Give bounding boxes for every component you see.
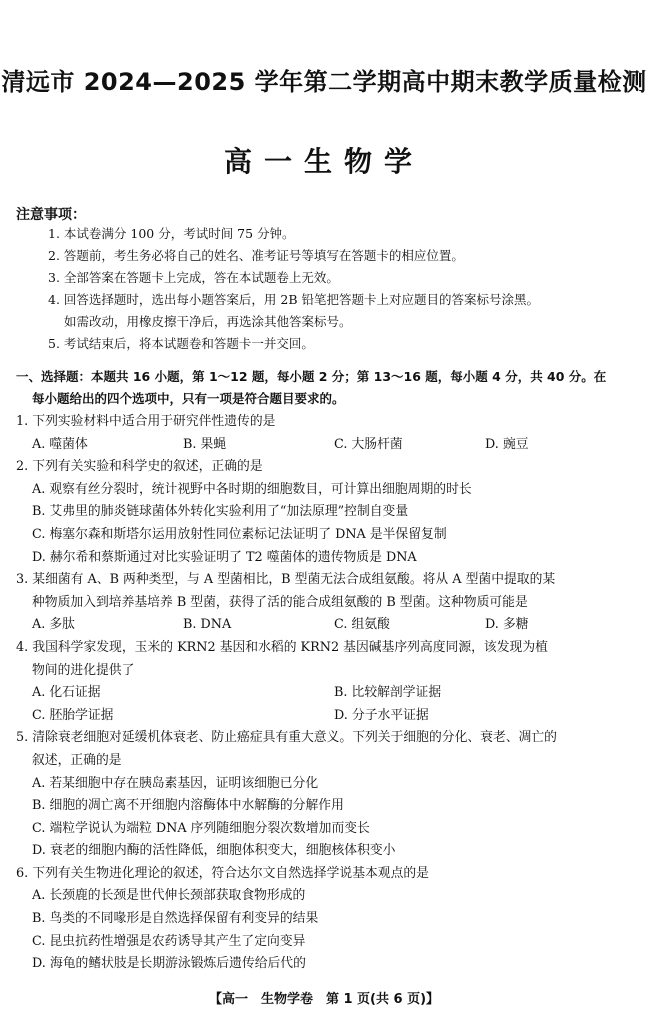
question-3-options [16,614,636,637]
question-5-continuation: 叙述，正确的是 [32,752,122,768]
question-4-stem: 4. 我国科学家发现，玉米的 KRN2 基因和水稻的 KRN2 基因碱基序列高度同源，该发现为植 [16,639,548,655]
notice-item: 5. 考试结束后，将本试题卷和答题卡一并交回。 [48,336,314,351]
option-a: A. 多肽 [32,617,75,633]
option-a: A. 若某细胞中存在胰岛素基因，证明该细胞已分化 [32,775,319,791]
question-4-continuation: 物间的进化提供了 [32,662,135,678]
option-a: A. 噬菌体 [32,436,88,452]
option-d: D. 豌豆 [485,436,529,452]
section-line: 一、选择题：本题共 16 小题，第 1～12 题，每小题 2 分；第 13～16 题，每小题 4 分，共 40 分。在 [16,369,607,384]
section-line: 每小题给出的四个选项中，只有一项是符合题目要求的。 [32,391,345,406]
notice-item: 1. 本试卷满分 100 分，考试时间 75 分钟。 [48,226,295,241]
option-a: A. 长颈鹿的长颈是世代伸长颈部获取食物形成的 [32,888,306,904]
page-footer: 【高一 生物学卷 第 1 页(共 6 页)】 [208,992,440,1007]
option-d: D. 衰老的细胞内酶的活性降低，细胞体积变大，细胞核体积变小 [32,843,396,859]
option-d: D. 赫尔希和蔡斯通过对比实验证明了 T2 噬菌体的遗传物质是 DNA [32,549,417,565]
question-2-stem: 2. 下列有关实验和科学史的叙述，正确的是 [16,459,263,475]
page-title: 清远市 2024—2025 学年第二学期高中期末教学质量检测 [1,68,647,96]
option-c: C. 组氨酸 [334,617,390,633]
option-b: B. 果蝇 [183,436,227,452]
option-d: D. 海龟的鳍状肢是长期游泳锻炼后遗传给后代的 [32,956,306,972]
notice-list [48,223,638,355]
option-c: C. 昆虫抗药性增强是农药诱导其产生了定向变异 [32,933,306,949]
subject-title: 高一生物学 [223,145,424,178]
question-4-options-row2 [16,705,636,728]
question-1-options [16,434,636,457]
option-b: B. 鸟类的不同喙形是自然选择保留有利变异的结果 [32,911,319,927]
notice-item: 4. 回答选择题时，选出每小题答案后，用 2B 铅笔把答题卡上对应题目的答案标号涂黑。 [48,292,539,307]
question-5-stem: 5. 清除衰老细胞对延缓机体衰老、防止癌症具有重大意义。下列关于细胞的分化、衰老、凋亡的 [16,730,557,746]
option-a: A. 观察有丝分裂时，统计视野中各时期的细胞数目，可计算出细胞周期的时长 [32,481,472,497]
question-3-stem: 3. 某细菌有 A、B 两种类型，与 A 型菌相比，B 型菌无法合成组氨酸。将从 A 型菌中提取的某 [16,572,556,588]
question-3-continuation: 种物质加入到培养基培养 B 型菌，获得了活的能合成组氨酸的 B 型菌。这种物质可能是 [32,594,528,610]
option-d: D. 多糖 [485,617,529,633]
question-6-stem: 6. 下列有关生物进化理论的叙述，符合达尔文自然选择学说基本观点的是 [16,865,429,881]
option-c: C. 端粒学说认为端粒 DNA 序列随细胞分裂次数增加而变长 [32,820,370,836]
question-1-stem: 1. 下列实验材料中适合用于研究伴性遗传的是 [16,414,276,429]
option-d: D. 分子水平证据 [334,707,429,723]
notice-heading: 注意事项： [16,207,86,223]
notice-item: 3. 全部答案在答题卡上完成，答在本试题卷上无效。 [48,270,339,285]
option-c: C. 胚胎学证据 [32,707,114,723]
option-c: C. 大肠杆菌 [334,436,403,452]
notice-item-continuation: 如需改动，用橡皮擦干净后，再选涂其他答案标号。 [64,314,352,329]
option-c: C. 梅塞尔森和斯塔尔运用放射性同位素标记法证明了 DNA 是半保留复制 [32,526,447,542]
notice-item: 2. 答题前，考生务必将自己的姓名、准考证号等填写在答题卡的相应位置。 [48,248,464,263]
option-b: B. 艾弗里的肺炎链球菌体外转化实验利用了“加法原理”控制自变量 [32,504,409,520]
question-list [16,411,636,976]
section-heading [16,366,636,410]
option-b: B. 细胞的凋亡离不开细胞内溶酶体中水解酶的分解作用 [32,798,344,814]
option-a: A. 化石证据 [32,685,101,701]
option-b: B. 比较解剖学证据 [334,685,442,701]
option-b: B. DNA [183,617,232,633]
question-4-options-row1 [16,682,636,705]
